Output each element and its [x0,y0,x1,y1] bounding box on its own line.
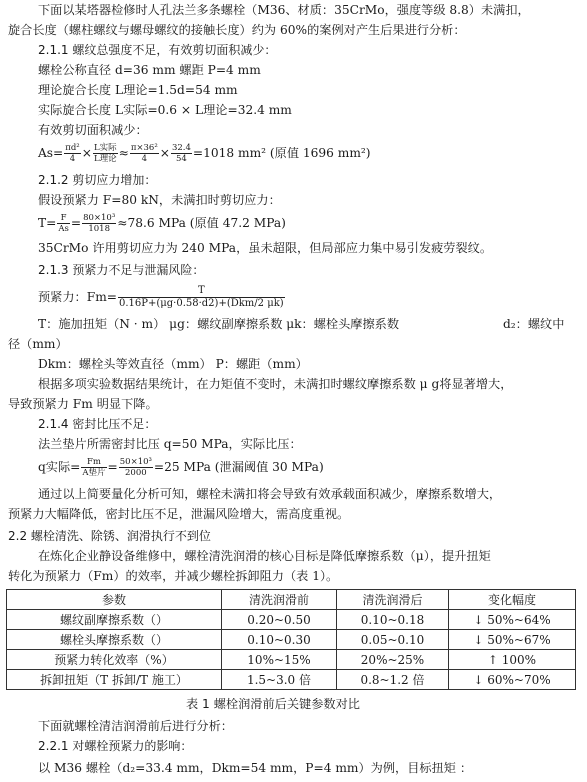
preload-assume-line: 假设预紧力 F=80 kN，未满扣时剪切应力： [38,193,281,207]
parameter-comparison-table [6,589,576,690]
table-header-row [7,590,576,610]
table-cell: 0.20~0.50 [222,610,337,630]
preload-formula: 预紧力：Fm= $\frac{T}{\text{0.16P+(μg·0.58·d2)+(Dkm/2 μk)}}$ [38,285,284,309]
table-cell: 预紧力转化效率（%） [7,650,222,670]
table-row [7,650,576,670]
table-header-cell: 清洗润滑前 [222,590,337,610]
preload-para-line-1: 根据多项实验数据结果统计，在力矩值不变时，未满扣时螺纹摩擦系数 μ g将显著增大， [38,377,513,391]
shear-area-reduce-line: 有效剪切面积减少： [38,123,148,137]
table-cell: 螺栓头摩擦系数（） [7,630,222,650]
section-heading-2-2: 2.2 螺栓清洗、除锈、润滑执行不到位 [8,529,211,543]
table-row [7,670,576,690]
table-cell: 20%~25% [337,650,449,670]
preload-para-line-2: 导致预紧力 Fm 明显下降。 [8,397,158,411]
section-heading-2-1-2: 2.1.2 剪切应力增加： [38,173,157,187]
table-cell: 拆卸扭矩（T 拆卸/T 施工） [7,670,222,690]
table-header-cell: 变化幅度 [449,590,576,610]
table-cell: ↓ 50%~67% [449,630,576,650]
summary-para-line-2: 预紧力大幅降低，密封比压不足，泄漏风险增大，需高度重视。 [8,507,350,521]
lubrication-para-line-1: 在炼化企业静设备维修中，螺栓清洗润滑的核心目标是降低摩擦系数（μ），提升扭矩 [38,549,491,563]
section-heading-2-1-4: 2.1.4 密封比压不足： [38,417,157,431]
section-heading-2-1-1: 2.1.1 螺纹总强度不足，有效剪切面积减少： [38,43,277,57]
table-header-cell: 清洗润滑后 [337,590,449,610]
table-cell: 0.05~0.10 [337,630,449,650]
table-cell: ↓ 50%~64% [449,610,576,630]
shear-area-formula: As= $\frac{\text{πd²}}{4}$ × $\frac{\text{L实际}}{\text{L理论}}$ ≈ $\frac{\text{π×36²}}{4}$ × $\frac{32.4}{54}$ =1018 mm² (原值 1696 mm²) [38,143,371,164]
table-cell: 0.8~1.2 倍 [337,670,449,690]
section-heading-2-2-1: 2.2.1 对螺栓预紧力的影响： [38,739,193,753]
symbol-definition-line-2: 径（mm） [8,337,68,351]
lubrication-para-line-2: 转化为预紧力（Fm）的效率，并减少螺栓拆卸阻力（表 1）。 [8,569,339,583]
symbol-definition-line-3: Dkm：螺栓头等效直径（mm） P：螺距（mm） [38,357,308,371]
analysis-intro-line: 下面就螺栓清洁润滑前后进行分析： [38,719,233,733]
example-line: 以 M36 螺栓（d₂=33.4 mm，Dkm=54 mm，P=4 mm）为例，目标扭矩 ： [38,761,473,775]
intro-line-1: 下面以某塔器检修时人孔法兰多条螺栓（M36、材质：35CrMo，强度等级 8.8）未满扣， [38,3,530,17]
theory-length-line: 理论旋合长度 L理论=1.5d=54 mm [38,83,238,97]
table-cell: 1.5~3.0 倍 [222,670,337,690]
table-cell: 10%~15% [222,650,337,670]
table-header-cell: 参数 [7,590,222,610]
table-cell: ↓ 60%~70% [449,670,576,690]
section-heading-2-1-3: 2.1.3 预紧力不足与泄漏风险： [38,263,205,277]
actual-length-line: 实际旋合长度 L实际=0.6 × L理论=32.4 mm [38,103,292,117]
symbol-definition-line-1: T：施加扭矩（N · m） μg：螺纹副摩擦系数 μk：螺栓头摩擦系数 [38,317,400,331]
seal-pressure-need-line: 法兰垫片所需密封比压 q=50 MPa，实际比压： [38,437,302,451]
seal-pressure-formula: q实际= $\frac{Fm}{\text{A垫片}}$ = $\frac{\text{50×10³}}{2000}$ =25 MPa (泄漏阈值 30 MPa) [38,457,324,478]
summary-para-line-1: 通过以上简要量化分析可知，螺栓未满扣将会导致有效承载面积减少，摩擦系数增大， [38,487,502,501]
nominal-diameter-line: 螺栓公称直径 d=36 mm 螺距 P=4 mm [38,63,261,77]
allowable-stress-line: 35CrMo 许用剪切应力为 240 MPa，虽未超限，但局部应力集中易引发疲劳裂纹。 [38,241,493,255]
intro-line-2: 旋合长度（螺柱螺纹与螺母螺纹的接触长度）约为 60%的案例对产生后果进行分析： [8,23,466,37]
table-cell: 0.10~0.30 [222,630,337,650]
table-caption: 表 1 螺栓润滑前后关键参数对比 [186,697,360,711]
table-row [7,630,576,650]
table-cell: 螺纹副摩擦系数（） [7,610,222,630]
table-row [7,610,576,630]
shear-stress-formula: T= $\frac{F}{As}$ = $\frac{\text{80×10³}}{1018}$ ≈78.6 MPa (原值 47.2 MPa) [38,213,286,234]
table-cell: ↑ 100% [449,650,576,670]
symbol-definition-line-1-tail: d₂：螺纹中 [503,317,565,331]
table-cell: 0.10~0.18 [337,610,449,630]
